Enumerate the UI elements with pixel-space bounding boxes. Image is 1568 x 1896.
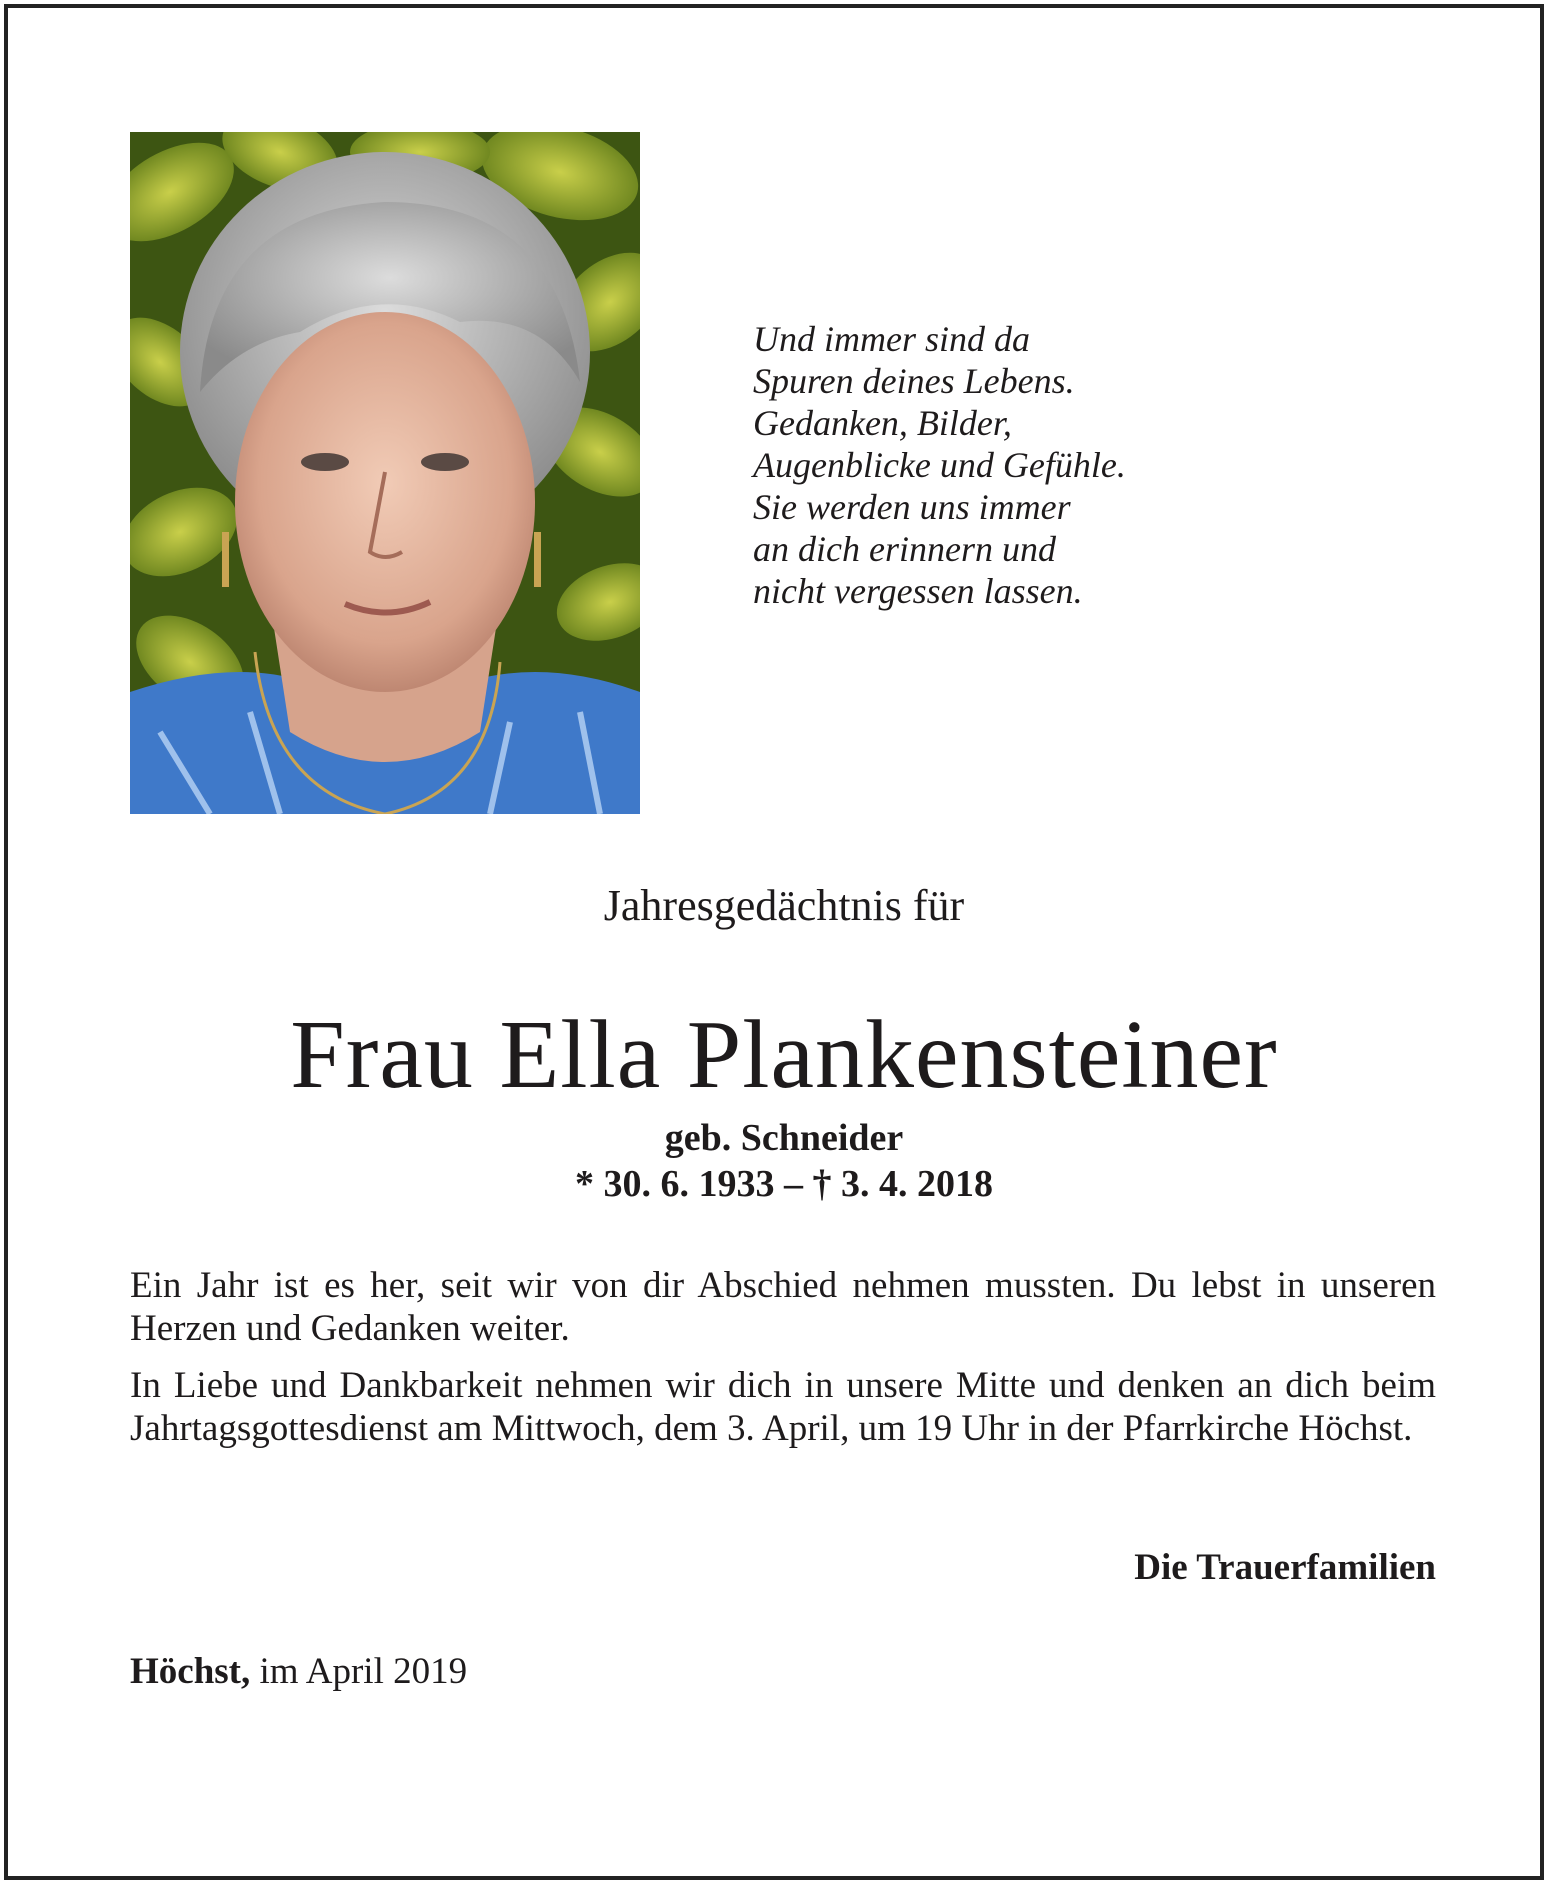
poem-line: Gedanken, Bilder, [753, 403, 1012, 443]
poem-line: Sie werden uns immer [753, 487, 1071, 527]
notice-date: im April 2019 [259, 1651, 468, 1692]
notice-intro: Jahresgedächtnis für [603, 881, 965, 930]
memorial-poem [753, 318, 1313, 612]
place-name: Höchst, [130, 1651, 251, 1692]
life-dates: * 30. 6. 1933 – † 3. 4. 2018 [575, 1163, 993, 1205]
signature: Die Trauerfamilien [1134, 1547, 1436, 1588]
place-and-date [130, 1650, 467, 1694]
body-paragraph: In Liebe und Dankbarkeit nehmen wir dich in unsere Mitte und denken an dich beim Jahrtagsgottesdienst am Mittwoch, dem 3. April, um 19 Uhr in der Pfarrkirche Höchst. [130, 1365, 1436, 1449]
deceased-name: Frau Ella Plankensteiner [290, 1001, 1278, 1109]
portrait-photo [130, 132, 640, 814]
poem-line: nicht vergessen lassen. [753, 571, 1083, 611]
poem-line: Augenblicke und Gefühle. [753, 445, 1126, 485]
maiden-name: geb. Schneider [664, 1117, 904, 1159]
body-paragraph: Ein Jahr ist es her, seit wir von dir Abschied nehmen mussten. Du lebst in unseren Herzen und Gedanken weiter. [130, 1265, 1436, 1349]
poem-line: Und immer sind da [753, 319, 1030, 359]
poem-line: an dich erinnern und [753, 529, 1056, 569]
poem-line: Spuren deines Lebens. [753, 361, 1075, 401]
